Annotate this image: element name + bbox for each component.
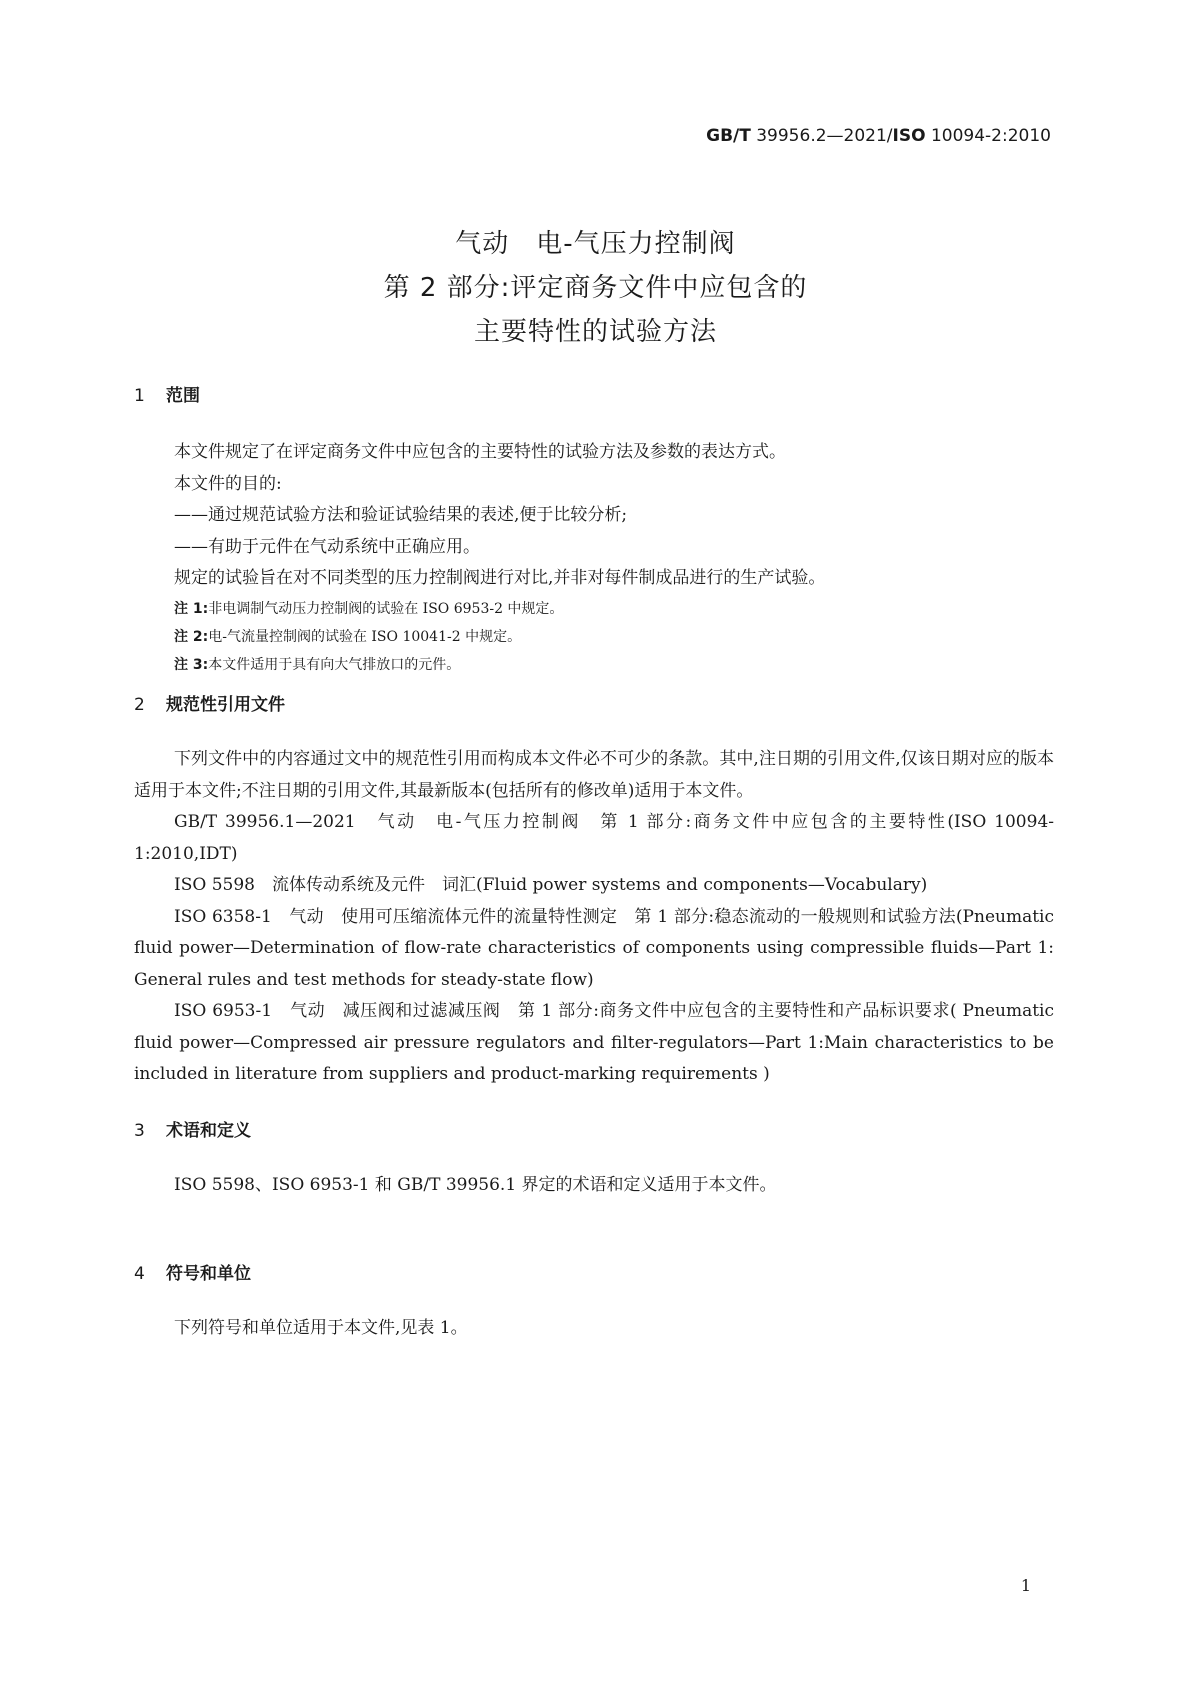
section-1-body <box>134 437 1054 679</box>
section-1-heading: 1 范围 <box>134 386 200 406</box>
section-4-heading: 4 符号和单位 <box>134 1264 251 1284</box>
page-number: 1 <box>1020 1576 1031 1595</box>
note-3: 注 3:本文件适用于具有向大气排放口的元件。 <box>174 656 461 673</box>
section-3-heading: 3 术语和定义 <box>134 1121 251 1141</box>
paragraph: 下列符号和单位适用于本文件,见表 1。 <box>174 1318 468 1338</box>
title-line-3: 主要特性的试验方法 <box>473 317 717 347</box>
section-2-body <box>134 744 1054 1091</box>
document-title <box>0 222 1191 354</box>
note-2: 注 2:电-气流量控制阀的试验在 ISO 10041-2 中规定。 <box>174 628 522 645</box>
title-line-2: 第 2 部分:评定商务文件中应包含的 <box>383 273 808 303</box>
section-3-body <box>134 1170 1054 1202</box>
paragraph: 本文件规定了在评定商务文件中应包含的主要特性的试验方法及参数的表达方式。 <box>174 442 786 462</box>
standard-code: GB/T 39956.2—2021/ISO 10094-2:2010 <box>706 126 1051 146</box>
title-line-1: 气动 电-气压力控制阀 <box>455 229 736 259</box>
reference-item: ISO 6358-1 气动 使用可压缩流体元件的流量特性测定 第 1 部分:稳态流动的一般规则和试验方法(Pneumatic fluid power—Determination of flow-rate characteristics of components using compressible fluids—Part 1: General rules and test methods for steady-state flow) <box>134 906 1054 990</box>
paragraph: ISO 5598、ISO 6953-1 和 GB/T 39956.1 界定的术语和定义适用于本文件。 <box>174 1175 777 1195</box>
note-1: 注 1:非电调制气动压力控制阀的试验在 ISO 6953-2 中规定。 <box>174 600 564 617</box>
section-4-body <box>134 1313 1054 1345</box>
list-item: ——有助于元件在气动系统中正确应用。 <box>174 536 480 557</box>
reference-item: GB/T 39956.1—2021 气动 电-气压力控制阀 第 1 部分:商务文件中应包含的主要特性(ISO 10094-1:2010,IDT) <box>134 812 1054 864</box>
list-item: ——通过规范试验方法和验证试验结果的表述,便于比较分析; <box>174 505 628 525</box>
paragraph: 本文件的目的: <box>174 473 282 494</box>
paragraph: 规定的试验旨在对不同类型的压力控制阀进行对比,并非对每件制成品进行的生产试验。 <box>174 568 826 588</box>
reference-item: ISO 5598 流体传动系统及元件 词汇(Fluid power systems and components—Vocabulary) <box>174 875 928 895</box>
paragraph: 下列文件中的内容通过文中的规范性引用而构成本文件必不可少的条款。其中,注日期的引用文件,仅该日期对应的版本适用于本文件;不注日期的引用文件,其最新版本(包括所有的修改单)适用于本文件。 <box>134 749 1054 801</box>
reference-item: ISO 6953-1 气动 减压阀和过滤减压阀 第 1 部分:商务文件中应包含的主要特性和产品标识要求( Pneumatic fluid power—Compressed air pressure regulators and filter-regulators—Part 1:Main characteristics to be included in literature from suppliers and product-marking requirements ) <box>134 1001 1054 1084</box>
section-2-heading: 2 规范性引用文件 <box>134 695 285 715</box>
